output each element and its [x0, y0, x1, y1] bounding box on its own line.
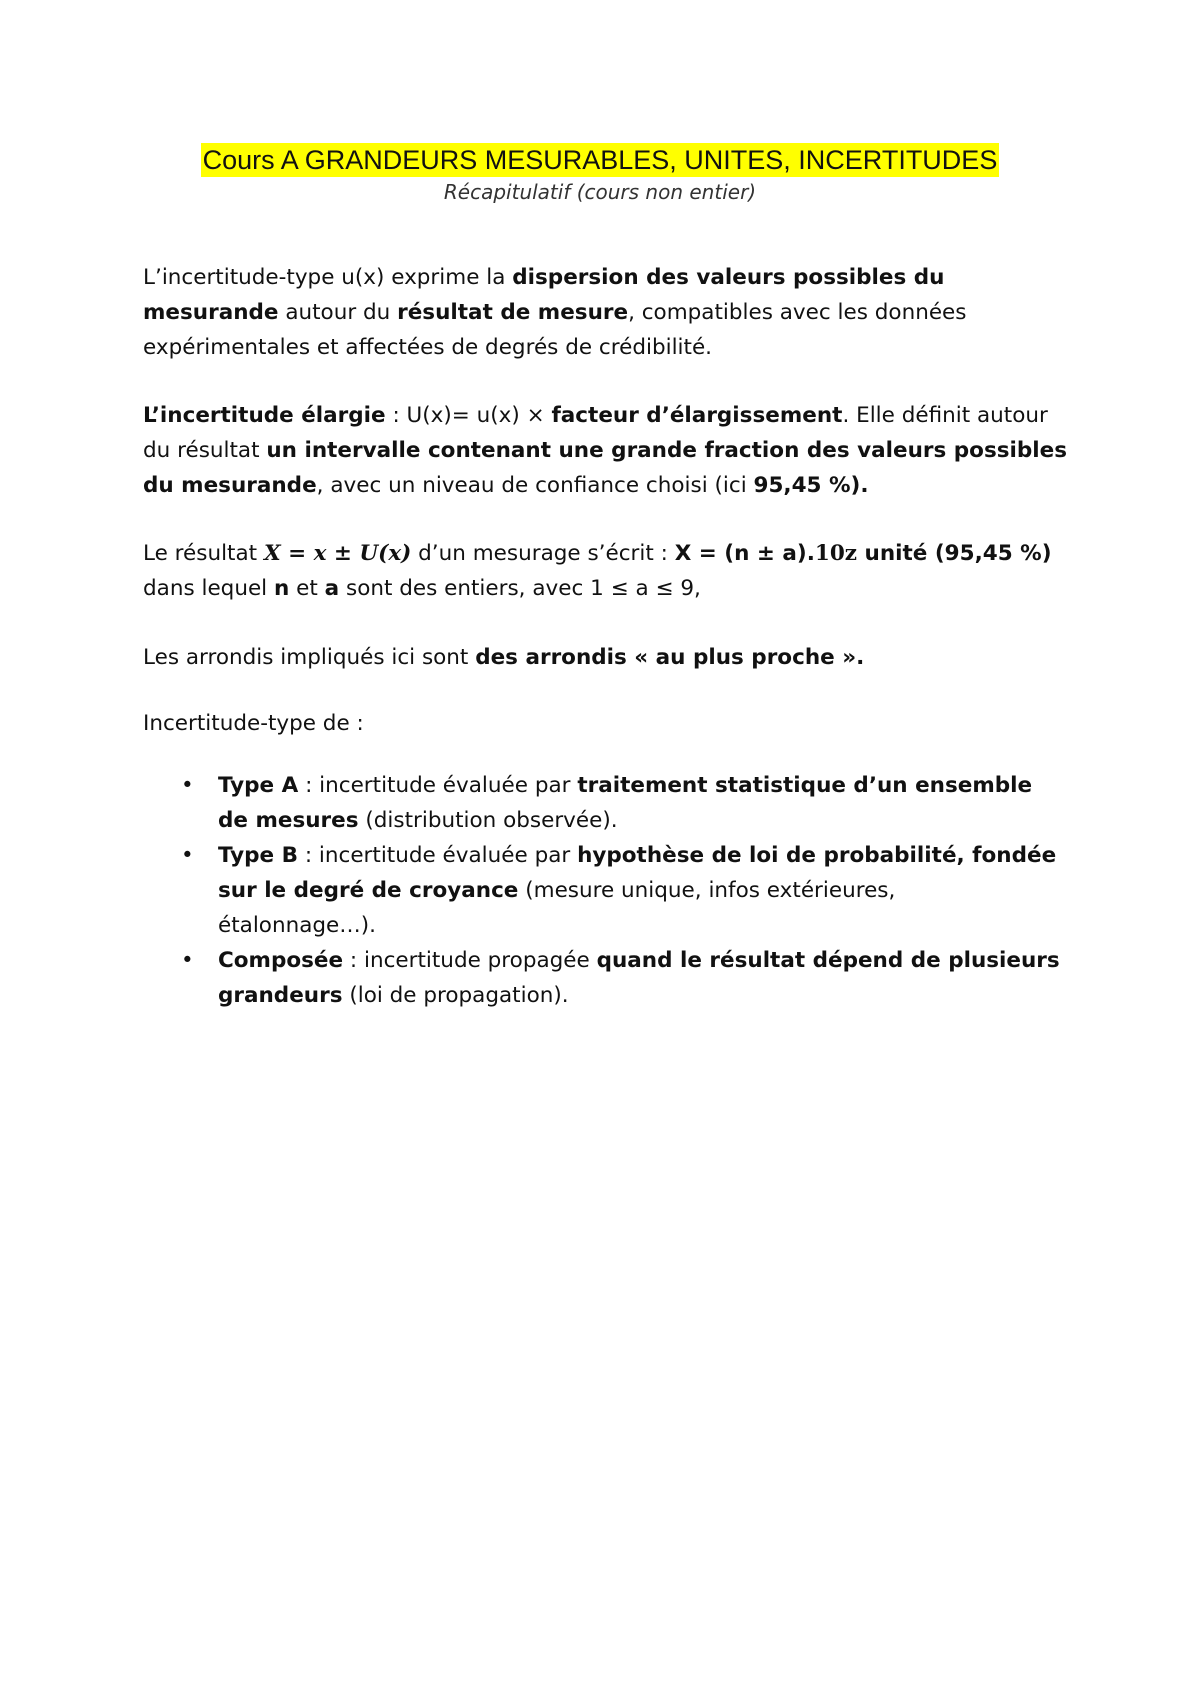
list-item — [143, 768, 1093, 838]
list-item-line: étalonnage…). — [218, 913, 376, 938]
page-subtitle: Récapitulatif (cours non entier) — [443, 180, 757, 204]
list-item-line — [218, 943, 1093, 978]
paragraph-line — [143, 468, 1063, 503]
bold-text-run: dispersion des valeurs possibles du — [512, 265, 945, 290]
paragraph-resultat — [143, 536, 1063, 606]
paragraph-incertitude-elargie — [143, 398, 1068, 503]
bold-text-run: du mesurande — [143, 473, 317, 498]
bold-text-run: Composée — [218, 948, 344, 973]
list-item-line — [218, 838, 1093, 873]
paragraph-line — [143, 260, 1063, 295]
bullet-icon: • — [181, 843, 194, 868]
bold-text-run: sur le degré de croyance — [218, 878, 519, 903]
list-item-line — [218, 978, 1093, 1013]
list-item — [143, 838, 1093, 943]
bullet-list — [143, 768, 1093, 1013]
page-title: Cours A GRANDEURS MESURABLES, UNITES, INCERTITUDES — [202, 145, 998, 175]
bold-text-run: a — [324, 576, 340, 601]
text-run: autour du — [278, 300, 398, 325]
bold-text-run: Type A — [218, 773, 299, 798]
formula-text: 10z — [814, 541, 858, 566]
paragraph-arrondis — [143, 640, 1063, 675]
bold-text-run: Type B — [218, 843, 298, 868]
paragraph-intro-list — [143, 706, 1063, 741]
text-run: (mesure unique, infos extérieures, — [518, 878, 896, 903]
text-run: Les arrondis impliqués ici sont — [143, 645, 476, 670]
bold-text-run: unité (95,45 %) — [857, 541, 1052, 566]
paragraph-line — [143, 571, 1063, 606]
text-run: d’un mesurage s’écrit : — [411, 541, 675, 566]
list-item-line — [218, 803, 1093, 838]
formula-text: X = x ± U(x) — [263, 541, 412, 566]
bold-text-run: traitement statistique d’un ensemble — [577, 773, 1033, 798]
bold-text-run: grandeurs — [218, 983, 343, 1008]
bold-text-run: L’incertitude élargie — [143, 403, 386, 428]
bold-text-run: quand le résultat dépend de plusieurs — [596, 948, 1060, 973]
list-item-line — [218, 873, 1093, 908]
list-item — [143, 943, 1093, 1013]
title-container — [0, 143, 1200, 177]
bold-text-run: facteur d’élargissement — [551, 403, 843, 428]
text-run: L’incertitude-type u(x) exprime la — [143, 265, 513, 290]
bold-text-run: n — [274, 576, 290, 601]
paragraph-incertitude-type — [143, 260, 1063, 365]
text-run: dans lequel — [143, 576, 274, 601]
bullet-icon: • — [181, 948, 194, 973]
bold-text-run: résultat de mesure — [397, 300, 629, 325]
paragraph-line: expérimentales et affectées de degrés de crédibilité. — [143, 335, 713, 360]
text-run: (loi de propagation). — [342, 983, 569, 1008]
paragraph-line — [143, 398, 1063, 433]
text-run: , avec un niveau de confiance choisi (ici — [316, 473, 754, 498]
bold-text-run: 95,45 %). — [753, 473, 869, 498]
bold-text-run: X = (n ± a). — [674, 541, 815, 566]
bold-text-run: un intervalle contenant une grande fraction des valeurs possibles — [266, 438, 1068, 463]
list-item-line — [218, 768, 1093, 803]
text-run: du résultat — [143, 438, 267, 463]
bold-text-run: hypothèse de loi de probabilité, fondée — [577, 843, 1057, 868]
bold-text-run: des arrondis « au plus proche ». — [475, 645, 865, 670]
paragraph-line — [143, 536, 1063, 571]
text-run: , compatibles avec les données — [628, 300, 967, 325]
bold-text-run: mesurande — [143, 300, 279, 325]
bold-text-run: de mesures — [218, 808, 359, 833]
text-run: : incertitude évaluée par — [298, 773, 578, 798]
text-run: Le résultat — [143, 541, 264, 566]
text-run: sont des entiers, avec 1 ≤ a ≤ 9, — [339, 576, 701, 601]
text-run: : U(x)= u(x) × — [385, 403, 552, 428]
paragraph-line — [143, 433, 1068, 468]
paragraph-line: Incertitude-type de : — [143, 711, 364, 736]
text-run: (distribution observée). — [358, 808, 618, 833]
text-run: . Elle définit autour — [842, 403, 1048, 428]
paragraph-line — [143, 295, 1063, 330]
paragraph-line — [143, 640, 1063, 675]
text-run: : incertitude propagée — [343, 948, 597, 973]
bullet-icon: • — [181, 773, 194, 798]
text-run: : incertitude évaluée par — [297, 843, 578, 868]
text-run: et — [289, 576, 325, 601]
